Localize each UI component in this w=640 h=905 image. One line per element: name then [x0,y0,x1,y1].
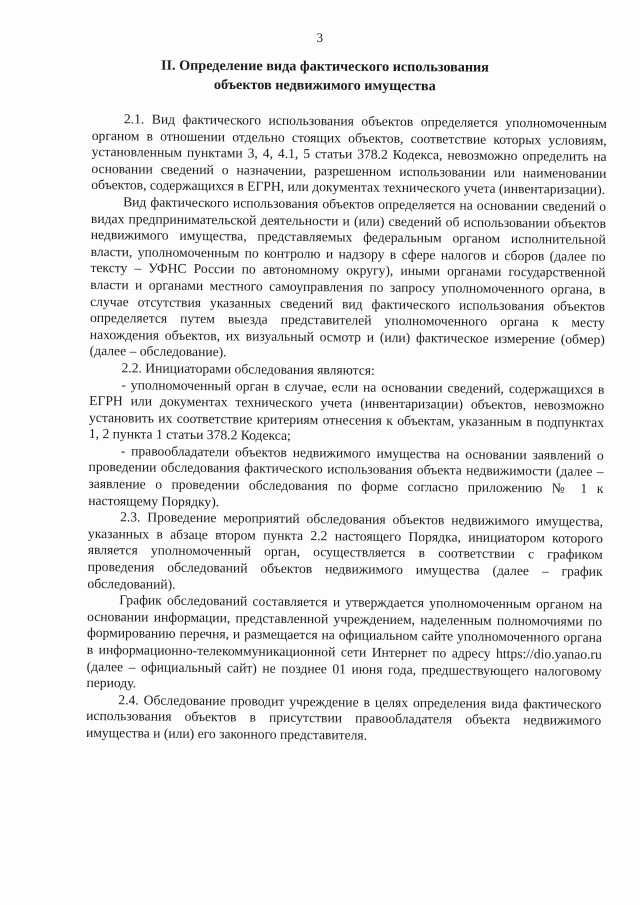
document-body [86,111,607,746]
paragraph-2-1-continued: Вид фактического использования объектов определяется на основании сведений о видах предпринимательской деятельности и (или) сведений об использовании объектов недвижимого имущества, представляемых федеральным органом исполнительной власти, уполномоченным по контролю и надзору в сфере налогов и сборов (далее по тексту – УФНС России по автономному округу), иными органами государственной власти и органами местного самоуправления по запросу уполномоченного органа, в случае отсутствия указанных сведений вид фактического использования объектов определяется путем выезда представителей уполномоченного органа к месту нахождения объектов, их визуальный осмотр и (или) фактическое измерение (обмер) (далее – обследование). [89,194,607,360]
paragraph-2-4: 2.4. Обследование проводит учреждение в целях определения вида фактического использования объектов в присутствии правообладателя объекта недвижимого имущества и (или) его законного представителя. [85,692,602,743]
page-number: 3 [316,30,324,45]
paragraph-2-2: 2.2. Инициаторами обследования являются: [121,360,375,378]
bullet-item-authorized-body: - уполномоченный орган в случае, если на основании сведений, содержащихся в ЕГРН или документах технического учета (инвентаризации) объектов, невозможно установить их соответствие критериям отнесения к объектам, указанным в подпунктах 1, 2 пункта 1 статьи 378.2 Кодекса; [88,376,605,444]
section-heading-line-2: объектов недвижимого имущества [213,76,436,95]
paragraph-schedule: График обследований составляется и утверждается уполномоченным органом на основании информации, представленной учреждением, наделенным полномочиями по формированию перечня, и размещается на официальном сайте уполномоченного органа в информационно-телекоммуникационной сети Интернет по адресу https://dio.yanao.ru (далее – официальный сайт) не позднее 01 июня года, предшествующего налоговому периоду. [86,592,603,691]
paragraph-2-1: 2.1. Вид фактического использования объектов определяется уполномоченным органом в отношении отдельно стоящих объектов, соответствие которых условиям, установленным пунктами 3, 4, 4.1, 5 статьи 378.2 Кодекса, невозможно определить на основании сведений о назначении, разрешенном использовании или наименовании объектов, содержащихся в ЕГРН, или документах технического учета (инвентаризации). [91,111,607,198]
bullet-item-right-holders: - правообладатели объектов недвижимого имущества на основании заявлений о проведении обследования фактического использования объекта недвижимости (далее – заявление о проведении обследования по форме согласно приложению № 1 к настоящему Порядку). [88,443,604,509]
section-heading-line-1: II. Определение вида фактического использования [160,57,489,76]
paragraph-2-3: 2.3. Проведение мероприятий обследования объектов недвижимого имущества, указанных в абзаце втором пункта 2.2 настоящего Порядка, инициатором которого является уполномоченный орган, осуществляется в соответствии с графиком проведения обследований объектов недвижимого имущества (далее – график обследований). [87,509,604,592]
section-heading [60,56,590,97]
